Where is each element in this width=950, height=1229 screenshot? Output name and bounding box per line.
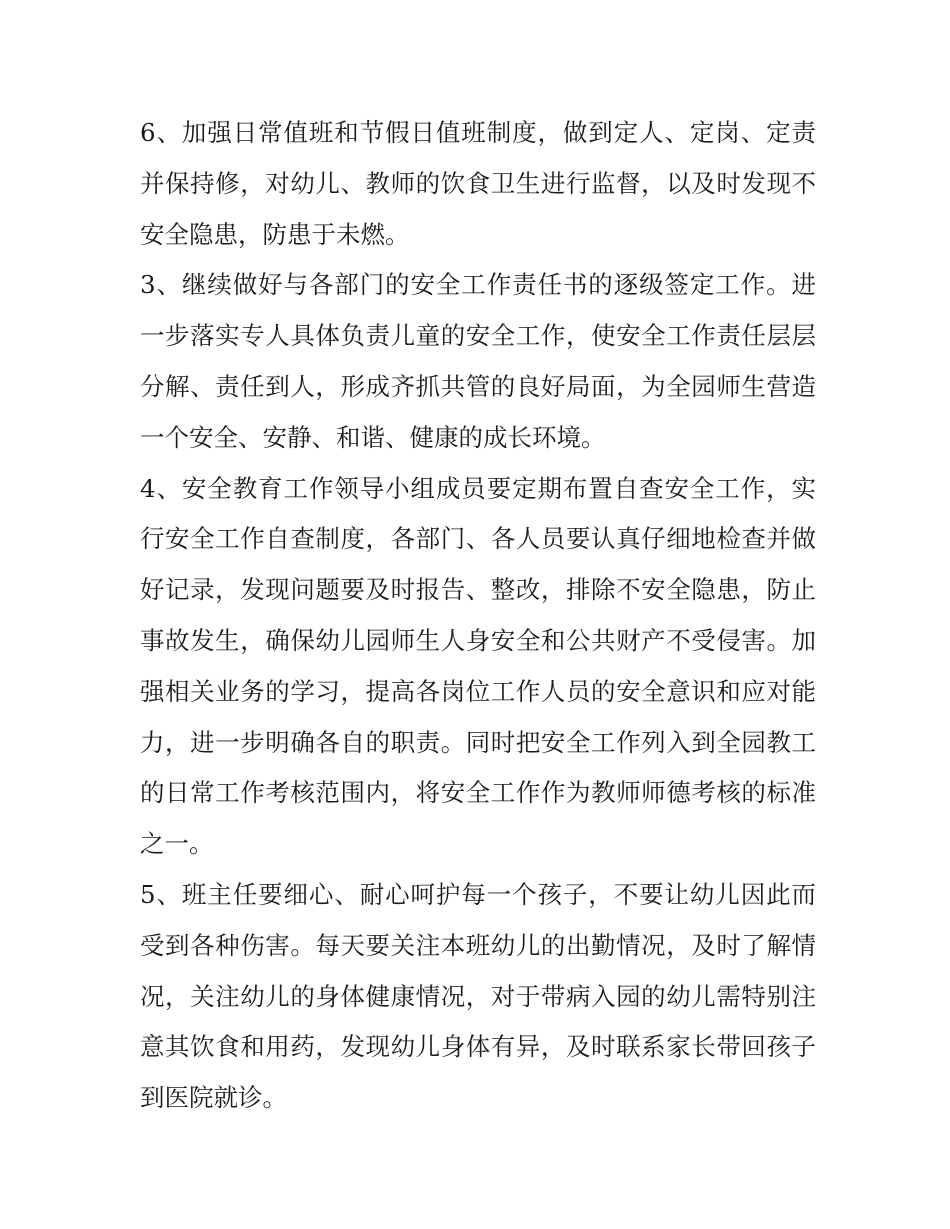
paragraph-item-5: 5、班主任要细心、耐心呵护每一个孩子，不要让幼儿因此而受到各种伤害。每天要关注本班幼儿的出勤情况，及时了解情况，关注幼儿的身体健康情况，对于带病入园的幼儿需特别注意其饮食和用药，发现幼儿身体有异，及时联系家长带回孩子到医院就诊。 bbox=[140, 879, 816, 1113]
document-body bbox=[140, 108, 816, 1124]
paragraph-item-6: 6、加强日常值班和节假日值班制度，做到定人、定岗、定责并保持修，对幼儿、教师的饮食卫生进行监督，以及时发现不安全隐患，防患于未燃。 bbox=[140, 118, 816, 249]
paragraph-item-4: 4、安全教育工作领导小组成员要定期布置自查安全工作，实行安全工作自查制度，各部门、各人员要认真仔细地检查并做好记录，发现问题要及时报告、整改，排除不安全隐患，防止事故发生，确保幼儿园师生人身安全和公共财产不受侵害。加强相关业务的学习，提高各岗位工作人员的安全意识和应对能力，进一步明确各自的职责。同时把安全工作列入到全园教工的日常工作考核范围内，将安全工作作为教师师德考核的标准之一。 bbox=[140, 473, 816, 859]
paragraph-item-3: 3、继续做好与各部门的安全工作责任书的逐级签定工作。进一步落实专人具体负责儿童的安全工作，使安全工作责任层层分解、责任到人，形成齐抓共管的良好局面，为全园师生营造一个安全、安静、和谐、健康的成长环境。 bbox=[140, 270, 816, 452]
